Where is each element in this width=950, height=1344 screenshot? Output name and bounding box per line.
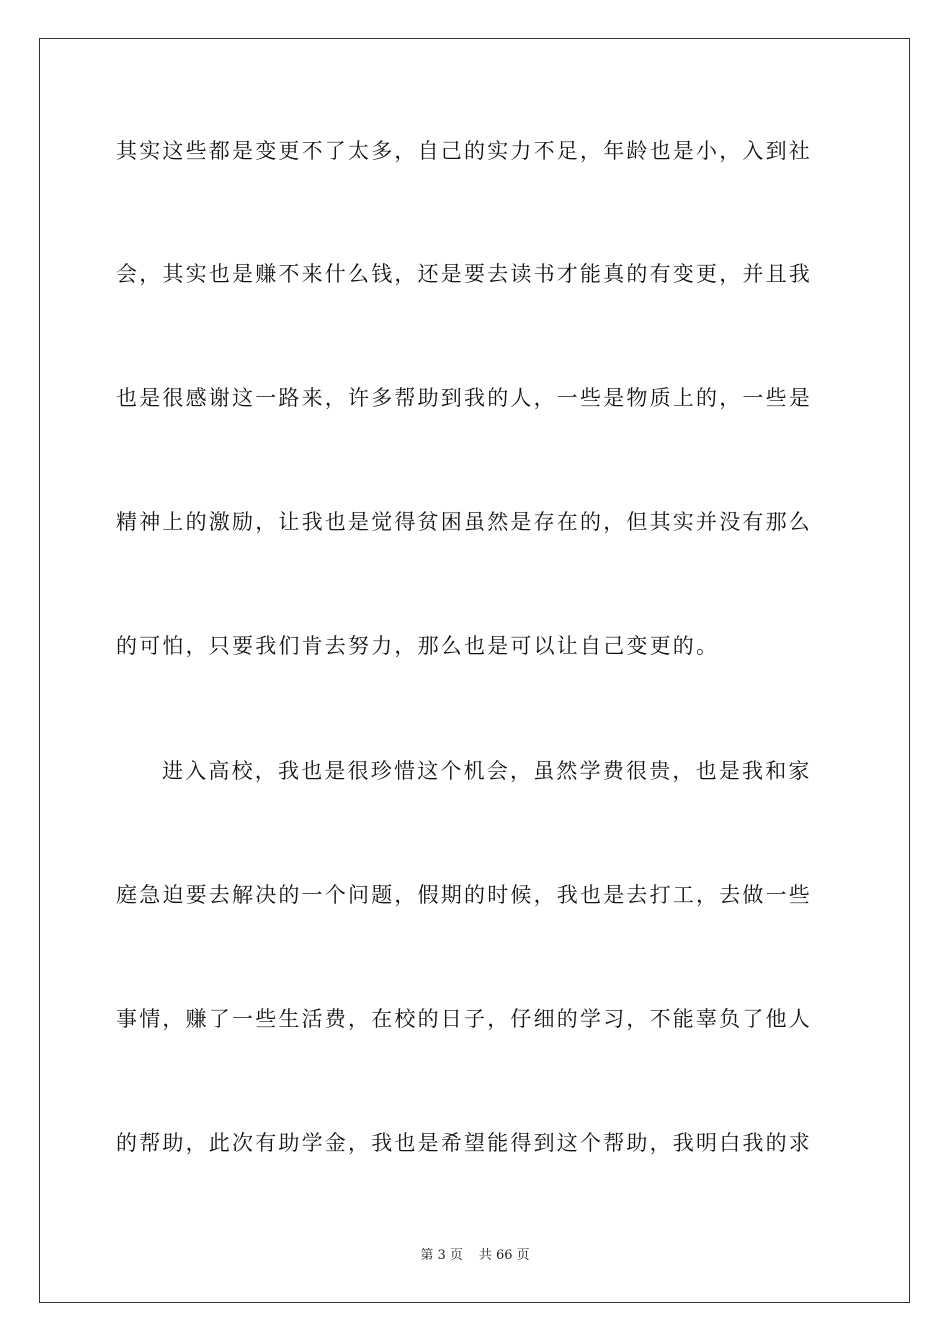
page-border xyxy=(39,38,910,1303)
body-line-1: 其实这些都是变更不了太多，自己的实力不足，年龄也是小，入到社 xyxy=(116,139,812,163)
paragraph-2-line-1: 进入高校，我也是很珍惜这个机会，虽然学费很贵，也是我和家 xyxy=(162,759,812,783)
paragraph-2-line-3: 事情，赚了一些生活费，在校的日子，仔细的学习，不能辜负了他人 xyxy=(116,1007,812,1031)
body-line-4: 精神上的激励，让我也是觉得贫困虽然是存在的，但其实并没有那么 xyxy=(116,510,812,534)
body-line-5: 的可怕，只要我们肯去努力，那么也是可以让自己变更的。 xyxy=(116,634,720,658)
paragraph-2-line-4: 的帮助，此次有助学金，我也是希望能得到这个帮助，我明白我的求 xyxy=(116,1131,812,1155)
paragraph-2-line-2: 庭急迫要去解决的一个问题，假期的时候，我也是去打工，去做一些 xyxy=(116,883,812,907)
page-total: 共 66 页 xyxy=(478,1248,530,1263)
body-line-3: 也是很感谢这一路来，许多帮助到我的人，一些是物质上的，一些是 xyxy=(116,386,812,410)
page-footer xyxy=(0,1247,950,1265)
body-line-2: 会，其实也是赚不来什么钱，还是要去读书才能真的有变更，并且我 xyxy=(116,262,812,286)
page-number: 第 3 页 xyxy=(420,1248,463,1263)
